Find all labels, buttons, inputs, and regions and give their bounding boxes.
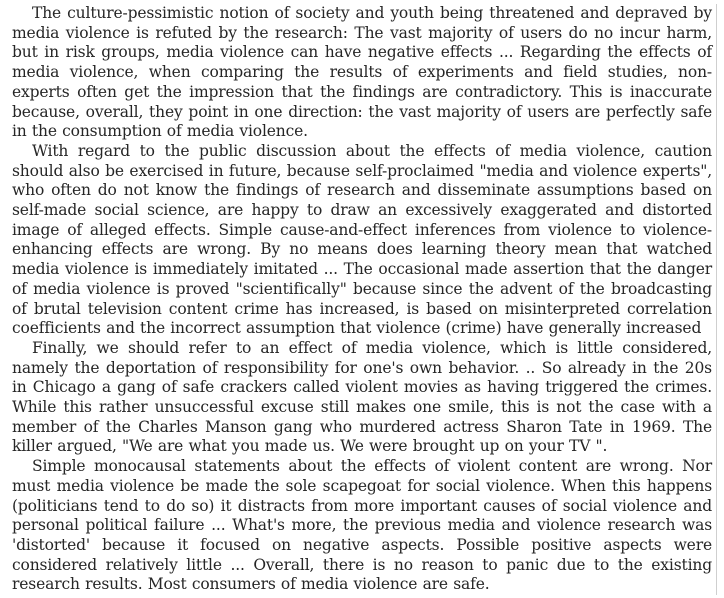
paragraph-1: The culture-pessimistic notion of society and youth being threatened and depraved by media violence is refuted by the research: The vast majority of users do no incur harm, but in risk groups, media violence can have negative effects ... Regarding the effects of media violence, when comparing the results of experiments and field studies, non-experts often get the impression that the findings are contradictory. This is inaccurate because, overall, they point in one direction: the vast majority of users are perfectly safe in the consumption of media violence. <box>12 4 712 141</box>
paragraph-3: Finally, we should refer to an effect of media violence, which is little considered, namely the deportation of responsibility for one's own behavior. .. So already in the 20s in Chicago a gang of safe crackers called violent movies as having triggered the crimes. While this rather unsuccessful excuse still makes one smile, this is not the case with a member of the Charles Manson gang who murdered actress Sharon Tate in 1969. The killer argued, "We are what you made us. We were brought up on your TV ". <box>12 338 712 456</box>
paragraph-2: With regard to the public discussion about the effects of media violence, caution should also be exercised in future, because self-proclaimed "media and violence experts", who often do not know the findings of research and disseminate assumptions based on self-made social science, are happy to draw an excessively exaggerated and distorted image of alleged effects. Simple cause-and-effect inferences from violence to violence-enhancing effects are wrong. By no means does learning theory mean that watched media violence is immediately imitated ... The occasional made assertion that the danger of media violence is proved "scientifically" because since the advent of the broadcasting of brutal television content crime has increased, is based on misinterpreted correlation coefficients and the incorrect assumption that violence (crime) have generally increased <box>12 141 712 338</box>
paragraph-4: Simple monocausal statements about the effects of violent content are wrong. Nor must media violence be made the sole scapegoat for social violence. When this happens (politicians tend to do so) it distracts from more important causes of social violence and personal political failure ... What's more, the previous media and violence research was 'distorted' because it focused on negative aspects. Possible positive aspects were considered relatively little ... Overall, there is no reason to panic due to the existing research results. Most consumers of media violence are safe. <box>12 457 712 594</box>
document-body <box>12 4 717 595</box>
